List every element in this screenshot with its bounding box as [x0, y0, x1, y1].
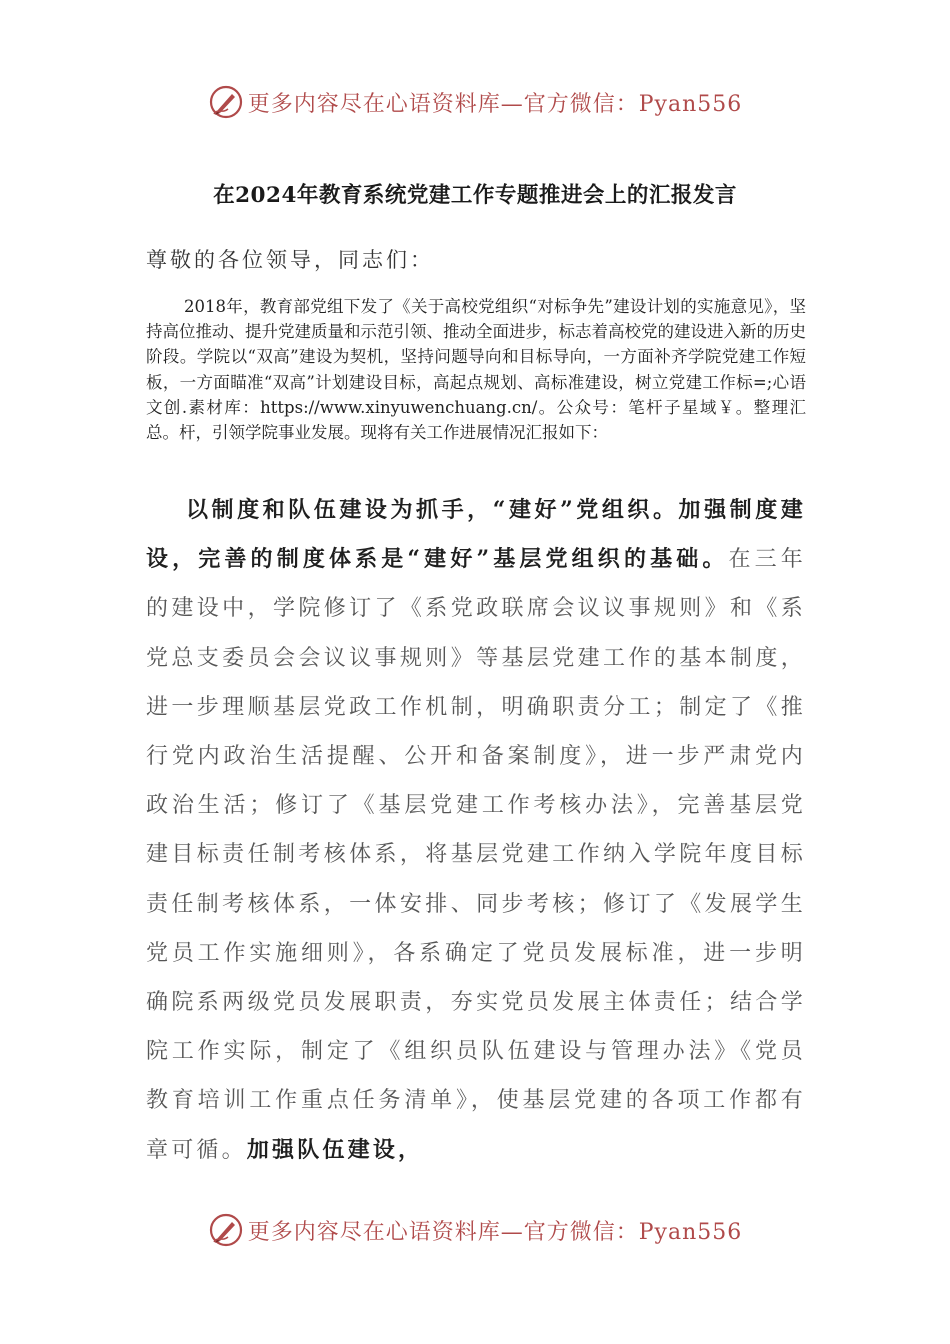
- body-paragraph: [146, 486, 806, 1175]
- watermark-text: 更多内容尽在心语资料库—官方微信：Pyan556: [247, 91, 743, 117]
- sub-heading: 加强制度建设，完善的制度体系是“建好”基层党组织的基础。: [146, 497, 806, 573]
- body-text: 在三年的建设中，学院修订了《系党政联席会议议事规则》和《系党总支委员会会议议事规则》等基层党建工作的基本制度，进一步理顺基层党政工作机制，明确职责分工；制定了《推行党内政治生活提醒、公开和备案制度》，进一步严肃党内政治生活；修订了《基层党建工作考核办法》，完善基层党建目标责任制考核体系，将基层党建工作纳入学院年度目标责任制考核体系，一体安排、同步考核；修订了《发展学生党员工作实施细则》，各系确定了党员发展标准，进一步明确院系两级党员发展职责，夯实党员发展主体责任；结合学院工作实际，制定了《组织员队伍建设与管理办法》《党员教育培训工作重点任务清单》，使基层党建的各项工作都有章可循。: [146, 547, 806, 1163]
- header-watermark-banner: [0, 82, 950, 122]
- watermark-text: 更多内容尽在心语资料库—官方微信：Pyan556: [247, 1219, 743, 1245]
- footer-watermark-banner: [0, 1210, 950, 1250]
- tail-heading: 加强队伍建设，: [246, 1136, 424, 1163]
- section-heading: 以制度和队伍建设为抓手，“建好”党组织。: [186, 497, 679, 523]
- pen-circle-logo-icon: [208, 84, 244, 120]
- pen-circle-logo-icon: [208, 1212, 244, 1248]
- intro-paragraph: 2018年，教育部党组下发了《关于高校党组织“对标争先”建设计划的实施意见》，坚持高位推动、提升党建质量和示范引领、推动全面进步，标志着高校党的建设进入新的历史阶段。学院以“双高”建设为契机，坚持问题导向和目标导向，一方面补齐学院党建工作短板，一方面瞄准“双高”计划建设目标，高起点规划、高标准建设，树立党建工作标=;心语文创.素材库：https://www.xinyuwenchuang.cn/。公众号：笔杆子星域￥。整理汇总。杆，引领学院事业发展。现将有关工作进展情况汇报如下：: [146, 297, 806, 443]
- document-title: 在2024年教育系统党建工作专题推进会上的汇报发言: [213, 183, 737, 208]
- greeting: 尊敬的各位领导，同志们：: [146, 248, 434, 272]
